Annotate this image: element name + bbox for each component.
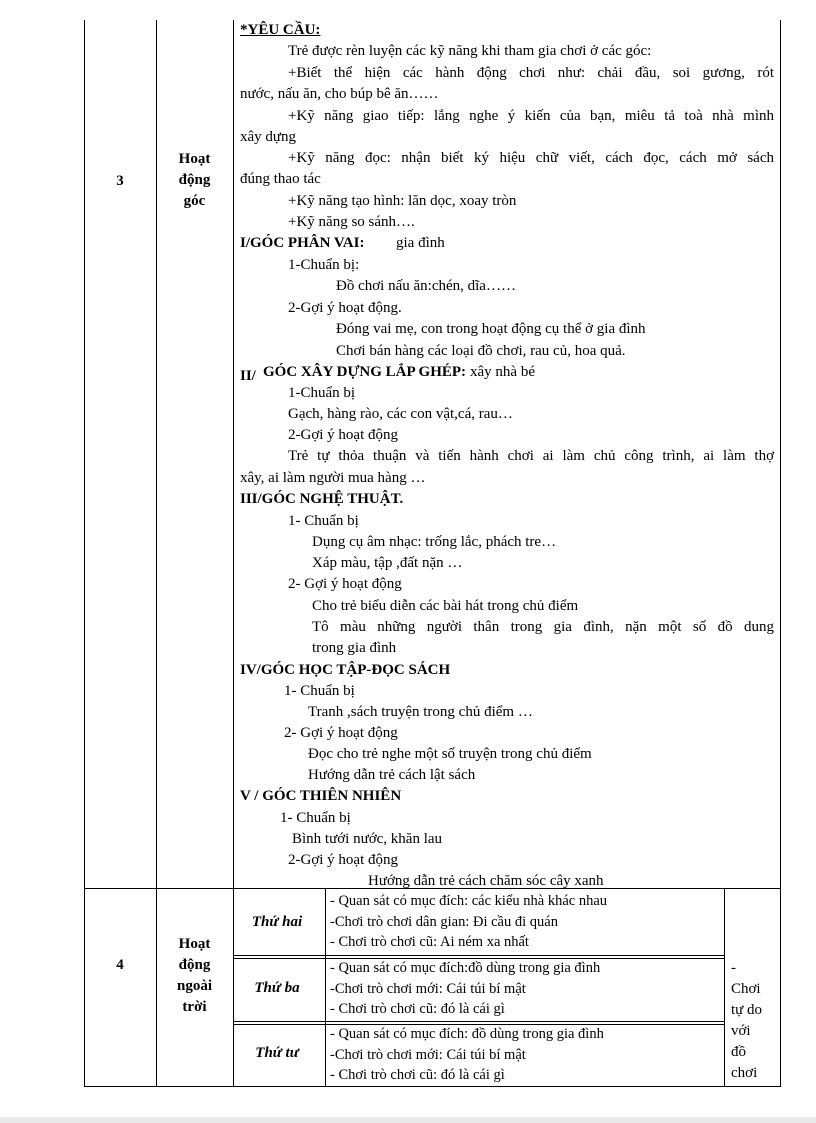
row-4-activity-line: trời (182, 999, 207, 1015)
row-3-text-line: Dụng cụ âm nhạc: trống lắc, phách tre… (312, 534, 557, 550)
row-3-text-line: nước, nấu ăn, cho búp bê ăn…… (240, 86, 439, 102)
row-3-text-line: Chơi bán hàng các loại đồ chơi, rau củ, hoa quả. (336, 343, 626, 359)
row-3-text-line: I/GÓC PHÂN VAI: (240, 235, 365, 251)
row-3-text-line: 1-Chuẩn bị (288, 385, 356, 401)
activity-item: - Chơi trò chơi cũ: đó là cái gì (330, 1067, 505, 1083)
row-3-number: 3 (116, 173, 124, 189)
row-3-text-line: 2-Gợi ý hoạt động. (288, 300, 402, 316)
row-3-text-line: Tô màu những người thân trong gia đình, nặn một số đồ dung (312, 619, 774, 635)
row-3-text-line: 2- Gợi ý hoạt động (288, 576, 402, 592)
row-3-text-line: Đồ chơi nấu ăn:chén, dĩa…… (336, 278, 516, 294)
row-3-text-line: 1-Chuẩn bị: (288, 257, 360, 273)
row-3-text-line: 1- Chuẩn bị (288, 513, 359, 529)
row-3-text-line: 2- Gợi ý hoạt động (284, 725, 398, 741)
row-3-text-line: đúng thao tác (240, 171, 321, 187)
free-play-note (731, 958, 777, 1084)
page-bottom-edge (0, 1117, 816, 1123)
row-3-text-line: IV/GÓC HỌC TẬP-ĐỌC SÁCH (240, 662, 451, 678)
row-3-text-line: 2-Gợi ý hoạt động (288, 427, 399, 443)
inner-row-line-2 (233, 1021, 724, 1022)
monday-activities (330, 891, 607, 953)
row-3-text-line: Xáp màu, tập ,đất nặn … (312, 555, 463, 571)
row-3-text-line: GÓC XÂY DỰNG LẮP GHÉP: (263, 364, 467, 380)
activity-item: - Quan sát có mục đích: các kiểu nhà khác nhau (330, 893, 608, 909)
tuesday-activities (330, 958, 600, 1020)
row-3-text-line: V / GÓC THIÊN NHIÊN (240, 788, 402, 804)
row-3-text-line: Đọc cho trẻ nghe một số truyện trong chủ điểm (308, 746, 592, 762)
row-3-text-line: Đóng vai mẹ, con trong hoạt động cụ thể ở gia đình (336, 321, 646, 337)
free-play-note-line: chơi (731, 1065, 758, 1081)
row-4-activity-line: động (178, 957, 211, 973)
free-play-note-line: với (731, 1023, 751, 1039)
row-3-text-line: Cho trẻ biểu diễn các bài hát trong chủ điểm (312, 598, 579, 614)
row-3-text-line: trong gia đình (312, 640, 397, 656)
row-3-text-line: +Biết thể hiện các hành động chơi như: chải đầu, soi gương, rót (288, 65, 774, 81)
row-3-text-line: Hướng dẫn trẻ cách lật sách (308, 767, 476, 783)
row-4-activity (156, 934, 233, 1018)
row-3-text-line: Trẻ được rèn luyện các kỹ năng khi tham gia chơi ở các góc: (288, 43, 652, 59)
inner-row-line-1 (233, 955, 724, 956)
table-border-right (780, 20, 781, 1087)
activity-item: - Chơi trò chơi cũ: Ai ném xa nhất (330, 934, 529, 950)
free-play-note-line: Chơi (731, 981, 761, 997)
free-play-note-line: đồ (731, 1044, 746, 1060)
row-3-text-line: II/ (240, 368, 256, 384)
row-3-activity-line: góc (183, 193, 206, 209)
row-3-text-line: Gạch, hàng rào, các con vật,cá, rau… (288, 406, 513, 422)
row-3-text-line: Hướng dẫn trẻ cách chăm sóc cây xanh (368, 873, 604, 889)
activity-item: -Chơi trò chơi mới: Cái túi bí mật (330, 980, 526, 997)
free-play-note-line: tự do (731, 1002, 763, 1018)
row-3-text-line: xây, ai làm người mua hàng … (240, 470, 426, 486)
row-3-text-line: xây nhà bé (470, 364, 535, 380)
row-4-activity-line: ngoài (176, 978, 212, 994)
row-3-text-line: gia đình (396, 235, 445, 251)
row-3-text-line: Bình tưới nước, khăn lau (292, 831, 443, 847)
wednesday-activities (330, 1024, 604, 1086)
row-4-activity-line: Hoạt (178, 936, 211, 952)
row-3-text-line: Trẻ tự thỏa thuận và tiến hành chơi ai làm chủ công trình, ai làm thợ (288, 448, 774, 464)
activity-item: -Chơi trò chơi mới: Cái túi bí mật (330, 1046, 526, 1063)
row-3-text-line: +Kỹ năng so sánh…. (288, 214, 415, 230)
row-3-text-line: +Kỹ năng giao tiếp: lắng nghe ý kiến của bạn, miêu tả toà nhà mình (288, 108, 774, 124)
day-column-right (325, 888, 326, 1086)
row-3-text-line: III/GÓC NGHỆ THUẬT. (240, 491, 404, 507)
row-3-text-line: +Kỹ năng tạo hình: lăn dọc, xoay tròn (288, 193, 517, 209)
row-4-number: 4 (116, 957, 124, 973)
row-3-activity (156, 149, 233, 212)
row-3-text-line: xây dựng (240, 129, 297, 145)
row-3-text-line: Tranh ,sách truyện trong chủ điểm … (308, 704, 533, 720)
day-monday: Thứ hai (251, 914, 303, 930)
table-border-bottom (84, 1086, 781, 1087)
activity-item: - Chơi trò chơi cũ: đó là cái gì (330, 1001, 505, 1017)
row-3-activity-line: Hoạt (178, 151, 211, 167)
activity-item: - Quan sát có mục đích:đồ dùng trong gia đình (330, 960, 601, 976)
activity-item: - Quan sát có mục đích: đồ dùng trong gia đình (330, 1026, 604, 1042)
activity-item: -Chơi trò chơi dân gian: Đi cầu đi quán (330, 913, 558, 930)
inner-box-left (233, 888, 234, 1086)
inner-box-right (724, 888, 725, 1086)
free-play-note-line: - (731, 960, 736, 976)
row-3-text-line: 1- Chuẩn bị (284, 683, 355, 699)
day-tuesday: Thứ ba (254, 980, 300, 996)
day-wednesday: Thứ tư (255, 1045, 299, 1061)
row-3-text-line: 1- Chuẩn bị (280, 810, 351, 826)
row-3-text-line: 2-Gợi ý hoạt động (288, 852, 399, 868)
row-3-text-line: +Kỹ năng đọc: nhận biết ký hiệu chữ viết, cách đọc, cách mở sách (288, 150, 774, 166)
row-3-activity-line: động (178, 172, 211, 188)
row-3-text-line: *YÊU CẦU: (240, 22, 321, 38)
